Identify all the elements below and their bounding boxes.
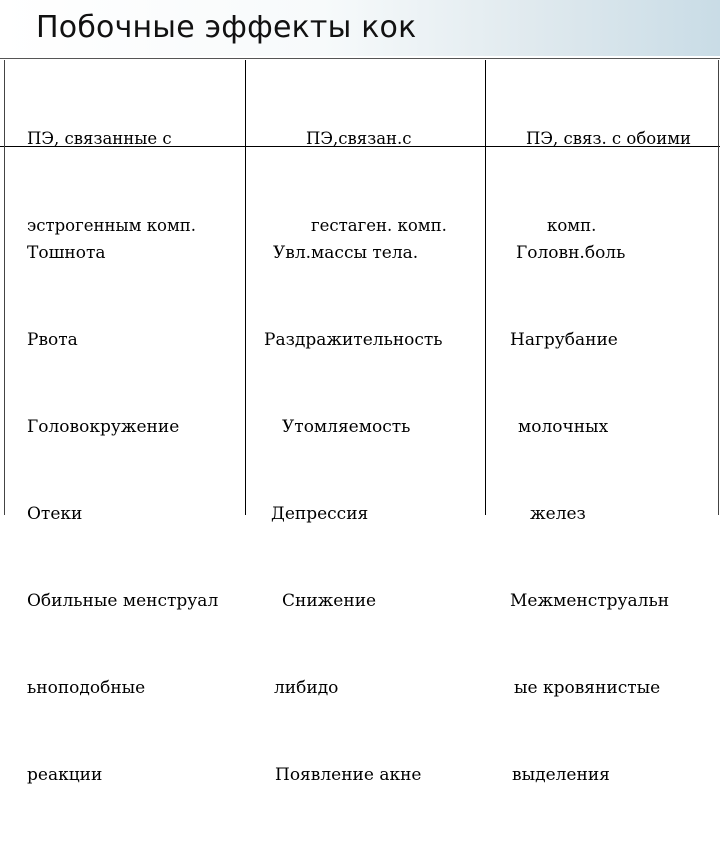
header-gestagen-line-1: ПЭ,связан.с bbox=[306, 129, 412, 148]
list-item: Головокружение bbox=[27, 417, 180, 437]
list-item: Появление акне bbox=[275, 765, 422, 785]
list-item: Тошнота bbox=[27, 243, 106, 263]
list-item: Межменструальн bbox=[510, 591, 670, 611]
header-gestagen-line-2: гестаген. комп. bbox=[311, 216, 447, 235]
column-both bbox=[510, 181, 669, 848]
slide-title: Побочные эффекты кок bbox=[36, 10, 417, 45]
header-estrogen-line-2: эстрогенным комп. bbox=[27, 216, 197, 235]
table-left-border bbox=[4, 60, 5, 515]
list-item: Отеки bbox=[27, 504, 83, 524]
column-gestagen bbox=[264, 181, 443, 848]
list-item: либидо bbox=[274, 678, 339, 698]
list-item: Утомляемость bbox=[282, 417, 411, 437]
list-item: реакции bbox=[27, 765, 103, 785]
column-divider-2 bbox=[485, 60, 486, 515]
list-item: ые кровянистые bbox=[514, 678, 661, 698]
list-item: молочных bbox=[518, 417, 609, 437]
header-estrogen-line-1: ПЭ, связанные с bbox=[27, 129, 172, 148]
list-item: Увл.массы тела. bbox=[273, 243, 419, 263]
list-item: желез bbox=[530, 504, 586, 524]
list-item: Снижение bbox=[282, 591, 377, 611]
column-divider-1 bbox=[245, 60, 246, 515]
table-right-border bbox=[718, 60, 719, 515]
list-item: Обильные менструал bbox=[27, 591, 219, 611]
list-item: выделения bbox=[512, 765, 610, 785]
list-item: Депрессия bbox=[271, 504, 369, 524]
list-item: Раздражительность bbox=[264, 330, 443, 350]
list-item: Головн.боль bbox=[516, 243, 626, 263]
title-bar bbox=[0, 0, 720, 56]
header-both-line-2: комп. bbox=[547, 216, 597, 235]
header-both-line-1: ПЭ, связ. с обоими bbox=[526, 129, 692, 148]
list-item: ьноподобные bbox=[27, 678, 146, 698]
list-item: Рвота bbox=[27, 330, 78, 350]
column-estrogen bbox=[27, 181, 218, 848]
table-top-border bbox=[0, 58, 720, 59]
list-item: Нагрубание bbox=[510, 330, 618, 350]
